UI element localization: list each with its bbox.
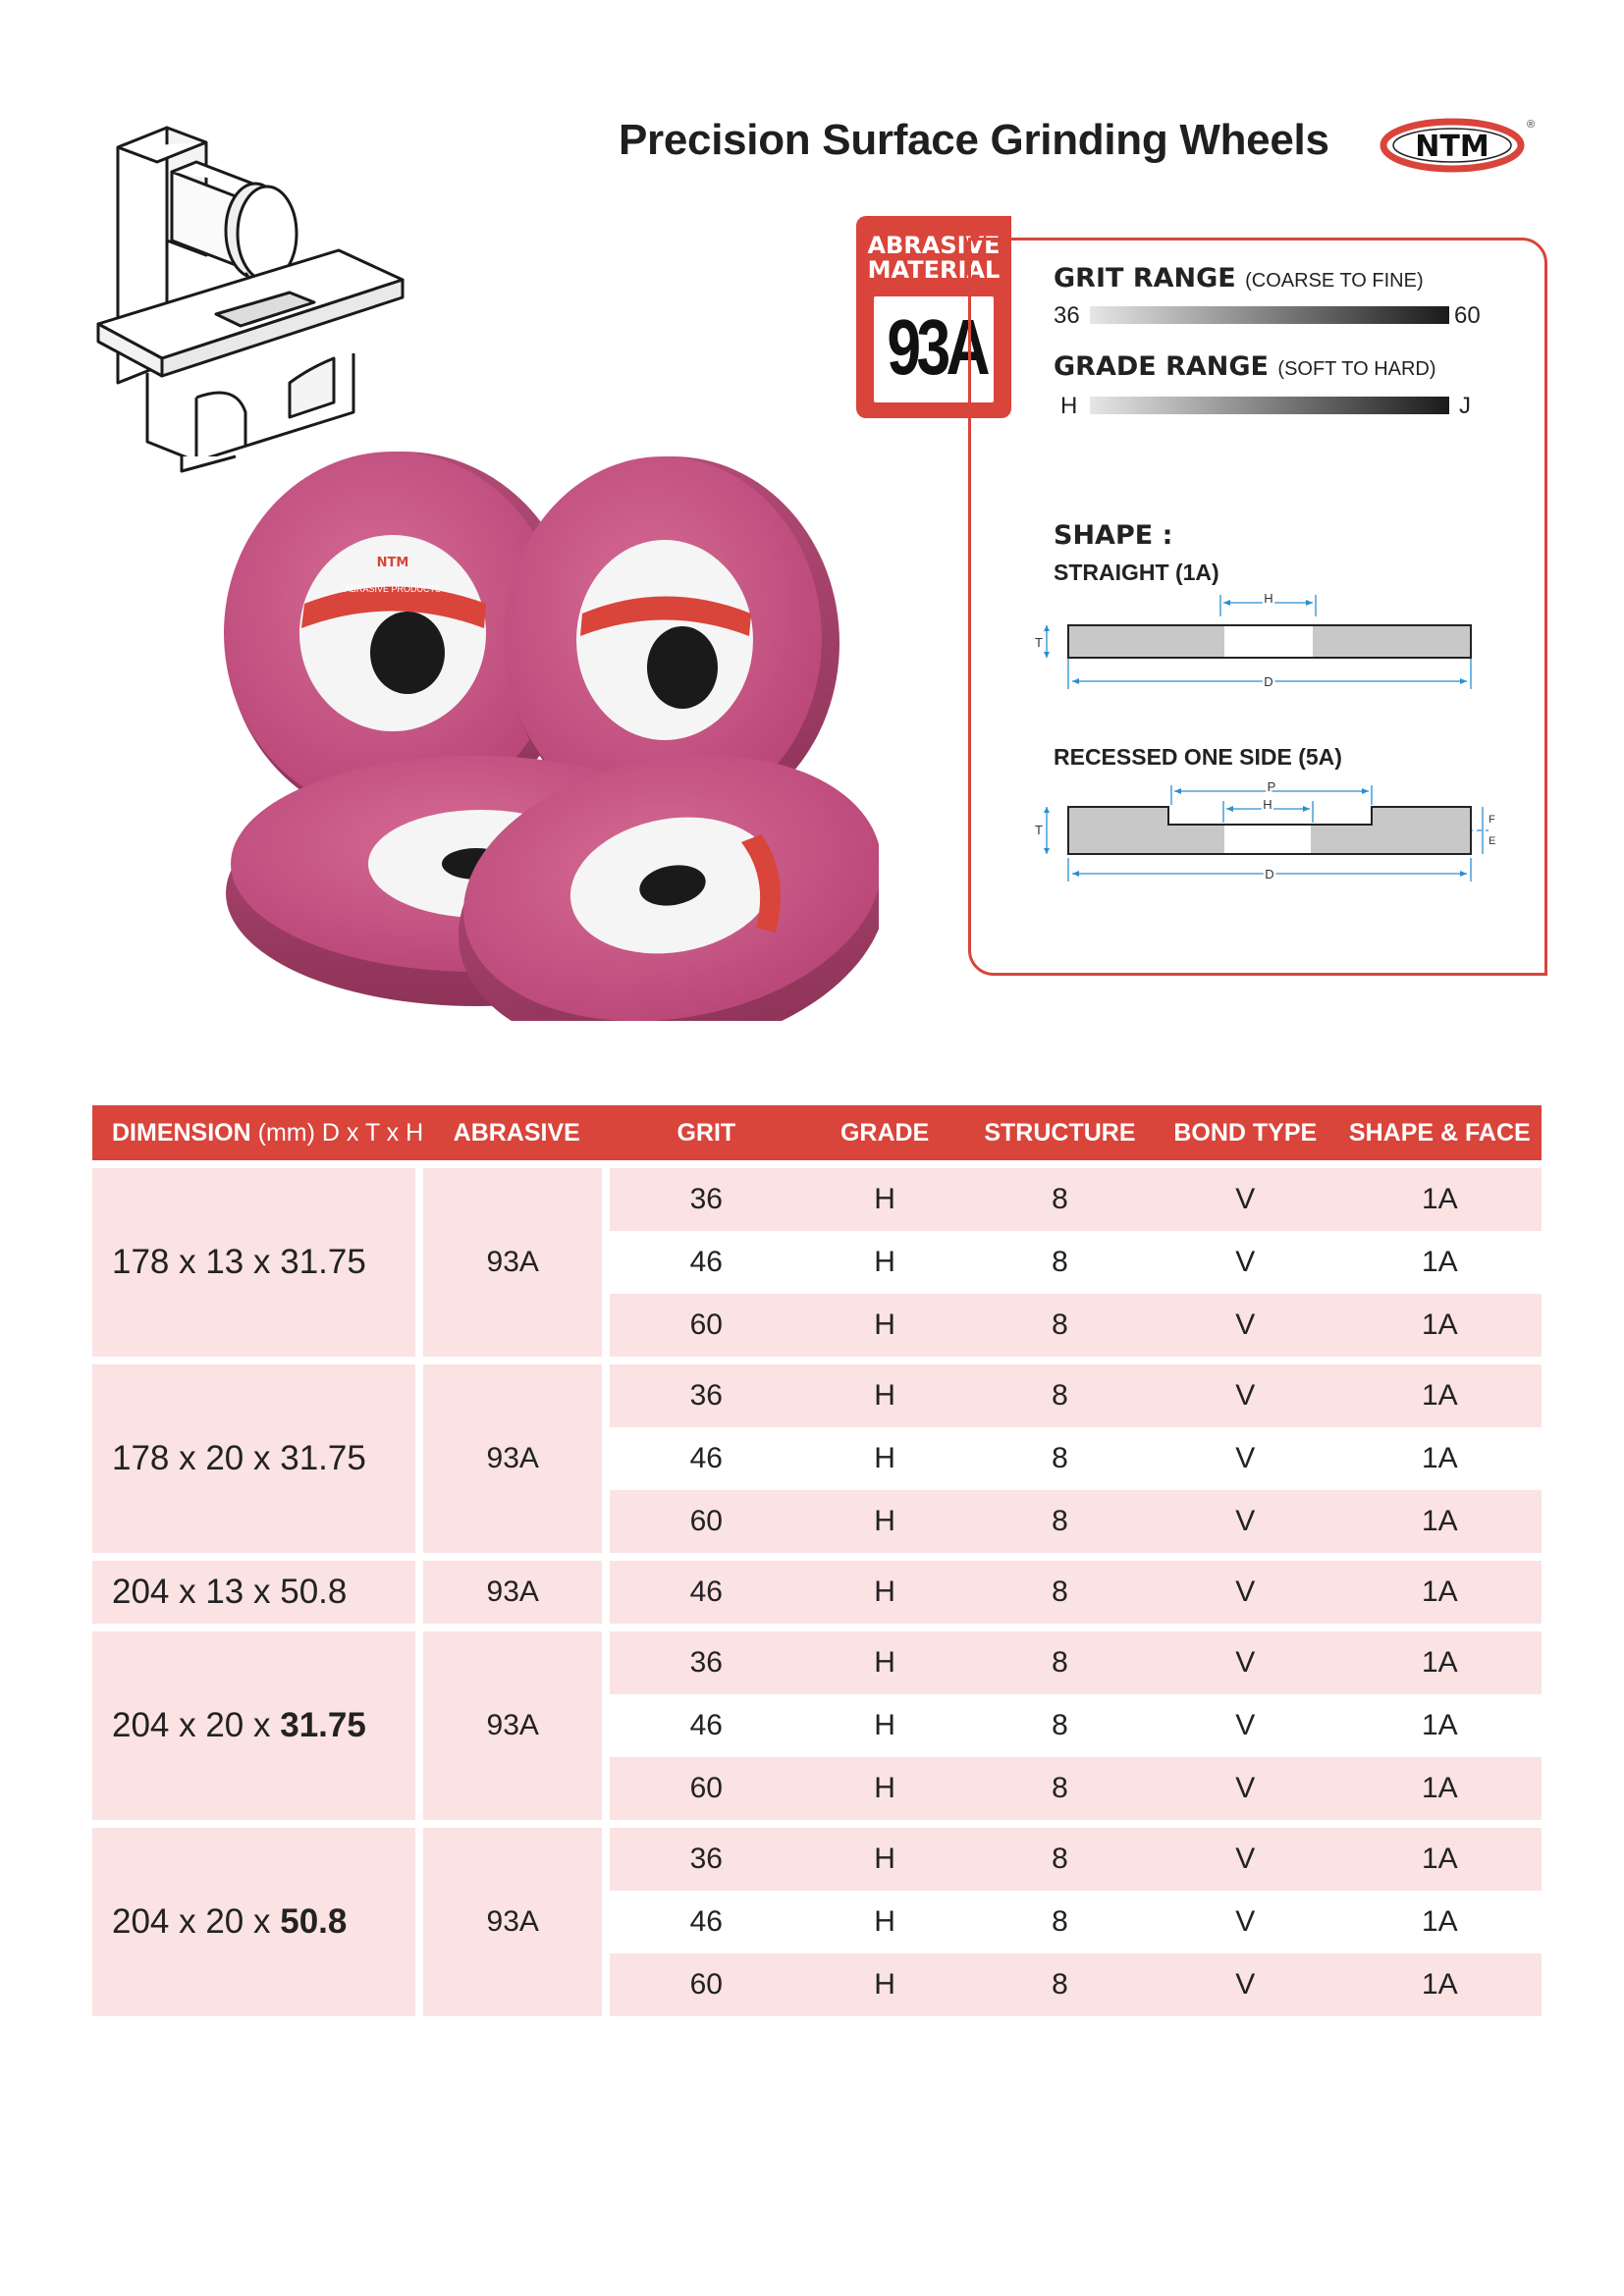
- grit-cell: 60: [610, 1757, 802, 1820]
- dimension-text: 178 x 20 x 31.75: [112, 1439, 366, 1477]
- bond-type-cell: V: [1153, 1891, 1338, 1953]
- bond-type-cell: V: [1153, 1820, 1338, 1891]
- grit-range-min: 36: [1054, 302, 1080, 329]
- table-row: [92, 1160, 1542, 1231]
- structure-cell: 8: [967, 1160, 1153, 1231]
- grit-cell: 46: [610, 1427, 802, 1490]
- bond-type-cell: V: [1153, 1953, 1338, 2016]
- structure-cell: 8: [967, 1553, 1153, 1624]
- straight-t-label: T: [1035, 635, 1043, 650]
- header-bond-type: BOND TYPE: [1153, 1105, 1338, 1160]
- grade-cell: H: [802, 1757, 967, 1820]
- structure-cell: 8: [967, 1953, 1153, 2016]
- grade-cell: H: [802, 1490, 967, 1553]
- page-title: Precision Surface Grinding Wheels: [619, 116, 1329, 164]
- grade-range-bar: [1090, 397, 1449, 414]
- shape-face-cell: 1A: [1338, 1820, 1542, 1891]
- bond-type-cell: V: [1153, 1160, 1338, 1231]
- table-row: [92, 1357, 1542, 1427]
- recessed-5a-diagram: [1031, 775, 1512, 891]
- grade-cell: H: [802, 1357, 967, 1427]
- grit-cell: 46: [610, 1553, 802, 1624]
- grade-cell: H: [802, 1427, 967, 1490]
- grade-cell: H: [802, 1294, 967, 1357]
- bond-type-cell: V: [1153, 1490, 1338, 1553]
- dimension-bold-text: 31.75: [280, 1706, 366, 1744]
- grade-cell: H: [802, 1624, 967, 1694]
- header-dimension-label: DIMENSION: [112, 1118, 251, 1147]
- wheel-label-tagline: ABRASIVE PRODUCTS: [344, 584, 442, 594]
- table-body: [92, 1160, 1542, 2016]
- grit-range-max: 60: [1454, 302, 1481, 329]
- recessed-t-label: T: [1035, 823, 1043, 837]
- structure-cell: 8: [967, 1820, 1153, 1891]
- wheel-label-brand: NTM: [376, 556, 409, 570]
- dimension-text: 178 x 13 x 31.75: [112, 1243, 366, 1281]
- grit-cell: 60: [610, 1953, 802, 2016]
- shape-face-cell: 1A: [1338, 1891, 1542, 1953]
- table-row: [92, 1553, 1542, 1624]
- grit-cell: 46: [610, 1891, 802, 1953]
- grade-range-max: J: [1459, 393, 1471, 419]
- bond-type-cell: V: [1153, 1624, 1338, 1694]
- bond-type-cell: V: [1153, 1694, 1338, 1757]
- abrasive-cell: 93A: [423, 1553, 610, 1624]
- straight-d-label: D: [1264, 674, 1273, 689]
- shape-heading: SHAPE :: [1054, 520, 1173, 551]
- shape-face-cell: 1A: [1338, 1694, 1542, 1757]
- grade-cell: H: [802, 1820, 967, 1891]
- table-row: [92, 1624, 1542, 1694]
- structure-cell: 8: [967, 1757, 1153, 1820]
- header-structure: STRUCTURE: [967, 1105, 1153, 1160]
- bond-type-cell: V: [1153, 1294, 1338, 1357]
- grit-range-bar: [1090, 306, 1449, 324]
- dimension-cell: [92, 1357, 423, 1553]
- bond-type-cell: V: [1153, 1231, 1338, 1294]
- shape-face-cell: 1A: [1338, 1624, 1542, 1694]
- grit-range-note: (COARSE TO FINE): [1245, 270, 1424, 292]
- grit-cell: 36: [610, 1624, 802, 1694]
- grade-range-label: GRADE RANGE: [1054, 351, 1269, 382]
- abrasive-cell: 93A: [423, 1357, 610, 1553]
- dimension-text: 204 x 20 x: [112, 1902, 281, 1941]
- grade-cell: H: [802, 1160, 967, 1231]
- straight-1a-diagram: [1031, 587, 1492, 695]
- grade-cell: H: [802, 1891, 967, 1953]
- dimension-text: 204 x 13 x 50.8: [112, 1573, 348, 1611]
- shape-face-cell: 1A: [1338, 1231, 1542, 1294]
- grade-cell: H: [802, 1694, 967, 1757]
- structure-cell: 8: [967, 1694, 1153, 1757]
- badge-line-2: MATERIAL: [867, 256, 1001, 284]
- grade-cell: H: [802, 1553, 967, 1624]
- grade-range-note: (SOFT TO HARD): [1277, 358, 1436, 380]
- dimension-cell: [92, 1624, 423, 1820]
- table-header-row: [92, 1105, 1542, 1160]
- structure-cell: 8: [967, 1427, 1153, 1490]
- abrasive-cell: 93A: [423, 1160, 610, 1357]
- grade-cell: H: [802, 1953, 967, 2016]
- header-shape-face: SHAPE & FACE: [1338, 1105, 1542, 1160]
- table-row: [92, 1820, 1542, 1891]
- shape-straight-label: STRAIGHT (1A): [1054, 560, 1219, 585]
- grit-cell: 36: [610, 1357, 802, 1427]
- grit-cell: 36: [610, 1820, 802, 1891]
- grit-cell: 46: [610, 1231, 802, 1294]
- dimension-cell: [92, 1553, 423, 1624]
- abrasive-cell: 93A: [423, 1820, 610, 2016]
- structure-cell: 8: [967, 1231, 1153, 1294]
- bond-type-cell: V: [1153, 1357, 1338, 1427]
- shape-recessed-label: RECESSED ONE SIDE (5A): [1054, 744, 1342, 770]
- bond-type-cell: V: [1153, 1553, 1338, 1624]
- logo-text: NTM: [1415, 130, 1489, 164]
- grit-cell: 46: [610, 1694, 802, 1757]
- bond-type-cell: V: [1153, 1427, 1338, 1490]
- straight-h-label: H: [1264, 591, 1273, 606]
- shape-face-cell: 1A: [1338, 1160, 1542, 1231]
- structure-cell: 8: [967, 1490, 1153, 1553]
- shape-face-cell: 1A: [1338, 1553, 1542, 1624]
- grit-range-label: GRIT RANGE: [1054, 263, 1236, 294]
- header-grit: GRIT: [610, 1105, 802, 1160]
- structure-cell: 8: [967, 1357, 1153, 1427]
- shape-face-cell: 1A: [1338, 1357, 1542, 1427]
- registered-mark: ®: [1527, 119, 1536, 131]
- specification-table: [92, 1105, 1542, 2016]
- header-abrasive: ABRASIVE: [423, 1105, 610, 1160]
- dimension-cell: [92, 1820, 423, 2016]
- surface-grinder-illustration: [88, 118, 422, 481]
- grinding-wheels-photo: [211, 432, 879, 1021]
- shape-face-cell: 1A: [1338, 1757, 1542, 1820]
- recessed-h-label: H: [1263, 797, 1272, 812]
- shape-face-cell: 1A: [1338, 1490, 1542, 1553]
- badge-line-1: ABRASIVE: [867, 232, 1001, 259]
- dimension-cell: [92, 1160, 423, 1357]
- header-grade: GRADE: [802, 1105, 967, 1160]
- structure-cell: 8: [967, 1624, 1153, 1694]
- header-dimension: [92, 1105, 423, 1160]
- grade-range-title: [1054, 351, 1436, 382]
- grade-range-min: H: [1060, 393, 1078, 419]
- header-dimension-unit: (mm) D x T x H: [257, 1118, 424, 1147]
- shape-face-cell: 1A: [1338, 1427, 1542, 1490]
- shape-face-cell: 1A: [1338, 1294, 1542, 1357]
- shape-face-cell: 1A: [1338, 1953, 1542, 2016]
- dimension-bold-text: 50.8: [280, 1902, 348, 1941]
- recessed-f-label: F: [1489, 814, 1495, 826]
- recessed-d-label: D: [1265, 867, 1274, 881]
- grade-cell: H: [802, 1231, 967, 1294]
- grit-cell: 60: [610, 1294, 802, 1357]
- structure-cell: 8: [967, 1891, 1153, 1953]
- grit-range-title: [1054, 263, 1424, 294]
- dimension-text: 204 x 20 x: [112, 1706, 281, 1744]
- abrasive-cell: 93A: [423, 1624, 610, 1820]
- grit-cell: 60: [610, 1490, 802, 1553]
- ntm-logo: [1380, 116, 1537, 177]
- recessed-p-label: P: [1267, 779, 1276, 794]
- badge-code: 93A: [887, 303, 986, 391]
- bond-type-cell: V: [1153, 1757, 1338, 1820]
- structure-cell: 8: [967, 1294, 1153, 1357]
- grit-cell: 36: [610, 1160, 802, 1231]
- recessed-e-label: E: [1489, 835, 1496, 847]
